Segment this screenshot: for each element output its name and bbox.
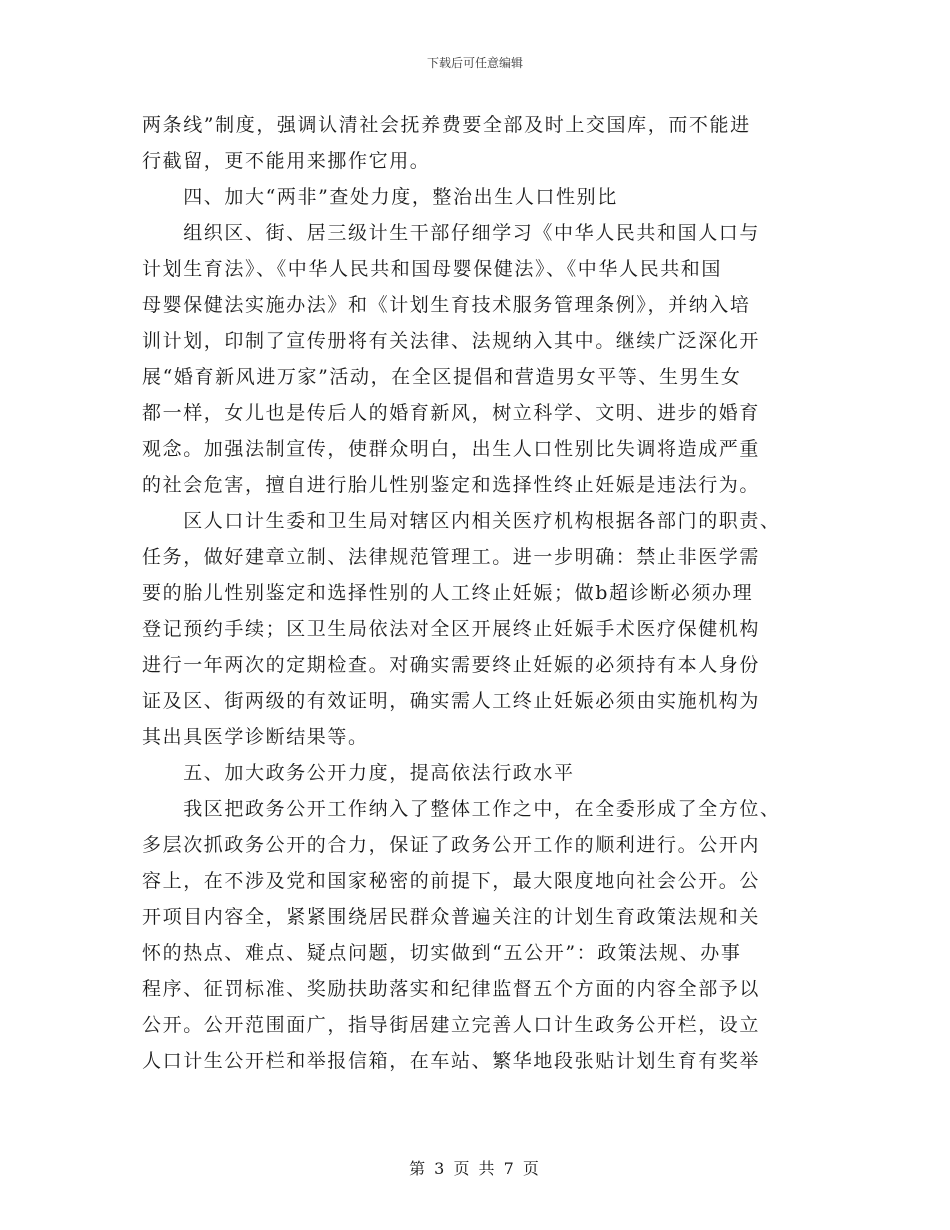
text-line: 训计划，印制了宣传册将有关法律、法规纳入其中。继续广泛深化开 xyxy=(142,330,761,352)
text-line: 怀的热点、难点、疑点问题，切实做到“五公开”：政策法规、办事 xyxy=(142,942,742,964)
section-heading: 五、加大政务公开力度，提高依法行政水平 xyxy=(142,762,575,784)
text-line: 都一样，女儿也是传后人的婚育新风，树立科学、文明、进步的婚育 xyxy=(142,402,761,424)
text-line: 其出具医学诊断结果等。 xyxy=(142,726,369,748)
text-line: 容上，在不涉及党和国家秘密的前提下，最大限度地向社会公开。公 xyxy=(142,870,761,892)
text-line: 我区把政务公开工作纳入了整体工作之中，在全委形成了全方位、 xyxy=(142,798,781,820)
text-line: 程序、征罚标准、奖励扶助落实和纪律监督五个方面的内容全部予以 xyxy=(142,978,761,1000)
text-line: 开项目内容全，紧紧围绕居民群众普遍关注的计划生育政策法规和关 xyxy=(142,906,761,928)
text-line: 组织区、街、居三级计生干部仔细学习《中华人民共和国人口与 xyxy=(142,222,761,244)
text-line: 公开。公开范围面广，指导街居建立完善人口计生政务公开栏，设立 xyxy=(142,1014,761,1036)
text-line: 观念。加强法制宣传，使群众明白，出生人口性别比失调将造成严重 xyxy=(142,438,761,460)
text-line: 证及区、街两级的有效证明，确实需人工终止妊娠必须由实施机构为 xyxy=(142,690,761,712)
text-line: 计划生育法》、《中华人民共和国母婴保健法》、《中华人民共和国 xyxy=(142,258,723,280)
text-line: 的社会危害，擅自进行胎儿性别鉴定和选择性终止妊娠是违法行为。 xyxy=(142,474,761,496)
text-line: 要的胎儿性别鉴定和选择性别的人工终止妊娠；做b超诊断必须办理 xyxy=(142,582,754,604)
text-line: 行截留，更不能用来挪作它用。 xyxy=(142,150,431,172)
text-line: 两条线”制度，强调认清社会抚养费要全部及时上交国库，而不能进 xyxy=(142,114,751,136)
text-line: 区人口计生委和卫生局对辖区内相关医疗机构根据各部门的职责、 xyxy=(142,510,781,532)
text-line: 母婴保健法实施办法》和《计划生育技术服务管理条例》，并纳入培 xyxy=(142,294,751,316)
text-line: 进行一年两次的定期检查。对确实需要终止妊娠的必须持有本人身份 xyxy=(142,654,761,676)
text-line: 任务，做好建章立制、法律规范管理工。进一步明确：禁止非医学需 xyxy=(142,546,761,568)
text-line: 人口计生公开栏和举报信箱，在车站、繁华地段张贴计划生育有奖举 xyxy=(142,1050,761,1072)
section-heading: 四、加大“两非”查处力度，整治出生人口性别比 xyxy=(142,186,618,208)
page-header: 下载后可任意编辑 xyxy=(426,56,523,70)
page-footer: 第 3 页 共 7 页 xyxy=(409,1159,541,1178)
document-body xyxy=(142,107,810,1079)
text-line: 多层次抓政务公开的合力，保证了政务公开工作的顺利进行。公开内 xyxy=(142,834,761,856)
text-line: 展“婚育新风进万家”活动，在全区提倡和营造男女平等、生男生女 xyxy=(142,366,742,388)
text-line: 登记预约手续；区卫生局依法对全区开展终止妊娠手术医疗保健机构 xyxy=(142,618,761,640)
